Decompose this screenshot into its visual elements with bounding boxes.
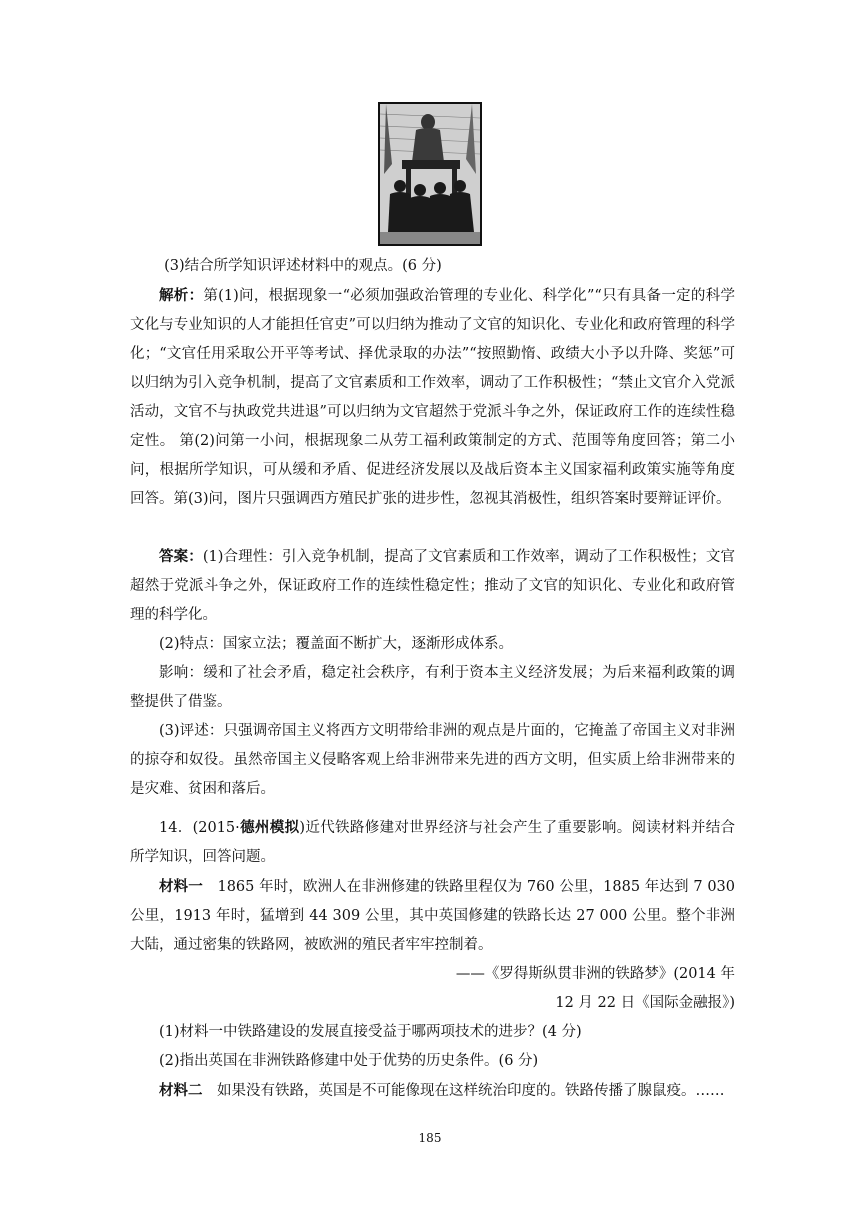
analysis-section xyxy=(130,281,735,514)
engraving-illustration xyxy=(380,104,480,244)
question-source: 德州模拟 xyxy=(239,819,300,836)
question-14-1: (1)材料一中铁路建设的发展直接受益于哪两项技术的进步？(4 分) xyxy=(159,1024,582,1040)
material-1-citation-1: ——《罗得斯纵贯非洲的铁路梦》(2014 年 xyxy=(455,966,735,982)
material-2-label: 材料二 xyxy=(159,1082,203,1099)
question-14-2: (2)指出英国在非洲铁路修建中处于优势的历史条件。(6 分) xyxy=(159,1053,539,1069)
historical-engraving-image xyxy=(378,102,482,246)
material-2: 材料二 如果没有铁路，英国是不可能像现在这样统治印度的。铁路传播了腺鼠疫。…… xyxy=(159,1082,725,1099)
answer-label: 答案： xyxy=(159,548,203,565)
answer-1: (1)合理性：引入竞争机制，提高了文官素质和工作效率，调动了工作积极性；文官超然于党派斗争之外，保证政府工作的连续性稳定性；推动了文官的知识化、专业化和政府管理的科学化。 xyxy=(130,549,735,623)
answer-2: (2)特点：国家立法；覆盖面不断扩大，逐渐形成体系。 xyxy=(159,636,514,652)
material-1-citation-2: 12 月 22 日《国际金融报》) xyxy=(555,995,735,1011)
q3-prompt: (3)结合所学知识评述材料中的观点。(6 分) xyxy=(164,258,442,274)
material-1-label: 材料一 xyxy=(159,878,203,895)
analysis-text: 第(1)问，根据现象一“必须加强政治管理的专业化、科学化”“只有具备一定的科学文化与专业知识的人才能担任官吏”可以归纳为推动了文官的知识化、专业化和政府管理的科学化；“文官任用采取公开平等考试、择优录取的办法”“按照勤惰、政绩大小予以升降、奖惩”可以归纳为引入竞争机制，提高了文官素质和工作效率，调动了工作积极性；“禁止文官介入党派活动，文官不与执政党共进退”可以归纳为文官超然于党派斗争之外，保证政府工作的连续性稳定性。 第(2)问第一小问，根据现象二从劳工福利政策制定的方式、范围等角度回答；第二小问，根据所学知识，可从缓和矛盾、促进经济发展以及战后资本主义国家福利政策实施等角度回答。第(3)问，图片只强调西方殖民扩张的进步性，忽视其消极性，组织答案时要辩证评价。 xyxy=(130,288,735,507)
material-1: 材料一 1865 年时，欧洲人在非洲修建的铁路里程仅为 760 公里，1885 年达到 7 030 公里，1913 年时，猛增到 44 309 公里，其中英国修建的铁路长达 27 000 公里。整个非洲大陆，通过密集的铁路网，被欧洲的殖民者牢牢控制着。 xyxy=(130,878,735,953)
answer-2-impact: 影响：缓和了社会矛盾，稳定社会秩序，有利于资本主义经济发展；为后来福利政策的调整提供了借鉴。 xyxy=(130,665,735,710)
answer-section xyxy=(130,542,735,804)
question-14: 14．(2015·德州模拟)近代铁路修建对世界经济与社会产生了重要影响。阅读材料并结合所学知识，回答问题。 材料一 1865 年时，欧洲人在非洲修建的铁路里程仅为 760 公里，1885 年达到 7 030 公里，1913 年时，猛增到 44 309 公里，其中英国修建的铁路长达 27 000 公里。整个非洲大陆，通过密集的铁路网，被欧洲的殖民者牢牢控制着。 ——《罗得斯纵贯非洲的铁路梦》(2014 年 12 月 22 日《国际金融报》) (1)材料一中铁路建设的发展直接受益于哪两项技术的进步？(4 分) (2)指出英国在非洲铁路修建中处于优势的历史条件。(6 分) 材料二 如果没有铁路，英国是不可能像现在这样统治印度的。铁路传播了腺鼠疫。…… xyxy=(130,813,735,1106)
page-number: 185 xyxy=(418,1131,442,1145)
analysis-label: 解析： xyxy=(159,287,204,304)
answer-3: (3)评述：只强调帝国主义将西方文明带给非洲的观点是片面的，它掩盖了帝国主义对非洲的掠夺和奴役。虽然帝国主义侵略客观上给非洲带来先进的西方文明，但实质上给非洲带来的是灾难、贫困和落后。 xyxy=(130,723,735,797)
